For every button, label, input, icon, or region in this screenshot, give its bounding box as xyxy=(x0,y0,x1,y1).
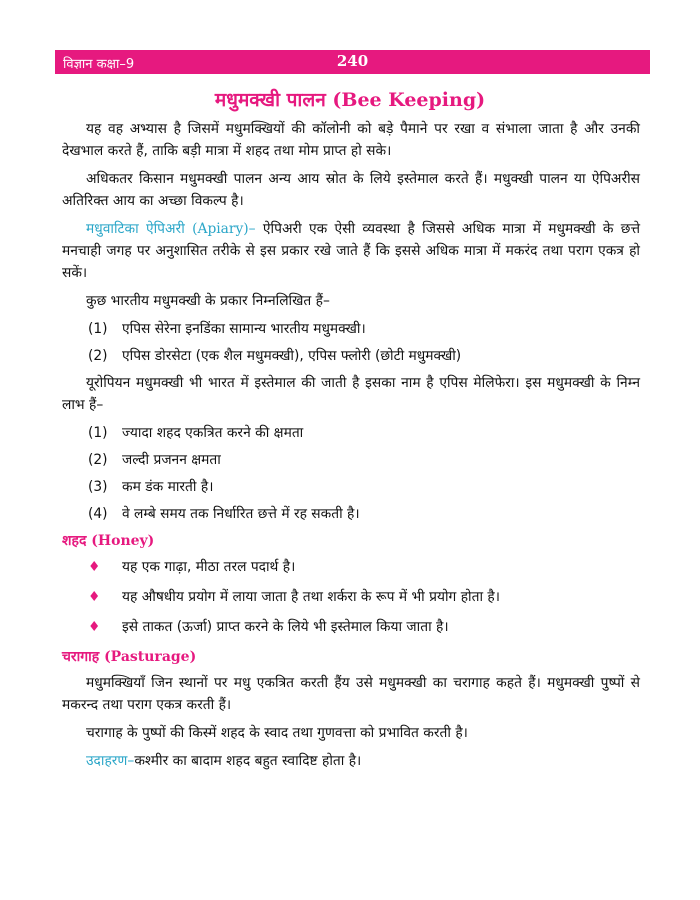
page-header xyxy=(55,50,650,74)
apiary-text: ऐपिअरी एक ऐसी व्यवस्था है जिससे अधिक मात्रा में मधुमक्खी के छत्ते मनचाही जगह पर अनुशासित तरीके से इस प्रकार रखे जाते हैं कि इससे अधिक मात्रा में मकरंद तथा पराग एकत्र हो सकें। xyxy=(62,221,640,281)
list-number: (2) xyxy=(88,452,108,468)
title-english: (Bee Keeping) xyxy=(332,89,486,111)
list-text: कम डंक मारती है। xyxy=(122,479,214,495)
example-text: कश्मीर का बादाम शहद बहुत स्वादिष्ट होता है। xyxy=(134,753,362,769)
title-hindi: मधुमक्खी पालन xyxy=(214,89,326,111)
list-item xyxy=(62,345,640,367)
list-item xyxy=(62,503,640,525)
diamond-bullet-icon: ♦ xyxy=(88,619,101,635)
list-item xyxy=(62,586,640,608)
honey-heading-hindi: शहद xyxy=(62,533,87,549)
apiary-term-english: (Apiary)– xyxy=(192,221,256,237)
european-benefits-list xyxy=(62,422,640,525)
european-paragraph: यूरोपियन मधुमक्खी भी भारत में इस्तेमाल की जाती है इसका नाम है एपिस मेलिफेरा। इस मधुमक्खी के निम्न लाभ हैं– xyxy=(62,375,640,413)
diamond-bullet-icon: ♦ xyxy=(88,559,101,575)
example-paragraph xyxy=(62,750,640,772)
page-content xyxy=(62,118,640,778)
indian-types-heading: कुछ भारतीय मधुमक्खी के प्रकार निम्नलिखित हैं– xyxy=(86,293,330,309)
list-item xyxy=(62,476,640,498)
list-number: (1) xyxy=(88,425,108,441)
honey-heading-english: (Honey) xyxy=(91,533,155,549)
list-item xyxy=(62,556,640,578)
intro-paragraph-1: यह वह अभ्यास है जिसमें मधुमक्खियों की कॉलोनी को बड़े पैमाने पर रखा व संभाला जाता है और उनकी देखभाल करते हैं, ताकि बड़ी मात्रा में शहद तथा मोम प्राप्त हो सके। xyxy=(62,121,640,159)
pasturage-heading-english: (Pasturage) xyxy=(104,649,197,665)
list-text: यह औषधीय प्रयोग में लाया जाता है तथा शर्करा के रूप में भी प्रयोग होता है। xyxy=(122,589,500,605)
intro-paragraph-2: अधिकतर किसान मधुमक्खी पालन अन्य आय स्रोत के लिये इस्तेमाल करते हैं। मधुक्खी पालन या ऐपिअरीस अतिरिक्त आय का अच्छा विकल्प है। xyxy=(62,171,640,209)
list-number: (4) xyxy=(88,506,108,522)
list-text: इसे ताकत (ऊर्जा) प्राप्त करने के लिये भी इस्तेमाल किया जाता है। xyxy=(122,619,449,635)
list-item xyxy=(62,318,640,340)
list-text: एपिस डोरसेटा (एक शैल मधुमक्खी), एपिस फ्लोरी (छोटी मधुमक्खी) xyxy=(122,348,462,364)
list-text: वे लम्बे समय तक निर्धारित छत्ते में रह सकती है। xyxy=(122,506,360,522)
pasturage-heading xyxy=(62,646,640,668)
honey-heading xyxy=(62,530,640,552)
pasturage-heading-hindi: चरागाह xyxy=(62,649,100,665)
list-item xyxy=(62,616,640,638)
list-text: जल्दी प्रजनन क्षमता xyxy=(122,452,221,468)
book-class-label: विज्ञान कक्षा–9 xyxy=(63,57,135,72)
apiary-term xyxy=(86,221,256,237)
example-label: उदाहरण– xyxy=(86,753,135,769)
pasturage-paragraph-1: मधुमक्खियाँ जिन स्थानों पर मधु एकत्रित करती हैंय उसे मधुमक्खी का चरागाह कहते हैं। मधुमक्खी पुष्पों से मकरन्द तथा पराग एकत्र करती हैं। xyxy=(62,675,640,713)
list-number: (3) xyxy=(88,479,108,495)
page-number: 240 xyxy=(336,52,369,70)
pasturage-paragraph-2: चरागाह के पुष्पों की किस्में शहद के स्वाद तथा गुणवत्ता को प्रभावित करती है। xyxy=(86,725,468,741)
apiary-paragraph xyxy=(62,218,640,284)
list-item xyxy=(62,449,640,471)
list-number: (1) xyxy=(88,321,108,337)
page-title xyxy=(0,86,700,112)
list-item xyxy=(62,422,640,444)
diamond-bullet-icon: ♦ xyxy=(88,589,101,605)
list-text: यह एक गाढ़ा, मीठा तरल पदार्थ है। xyxy=(122,559,296,575)
indian-types-list xyxy=(62,318,640,367)
honey-list xyxy=(62,556,640,638)
apiary-term-hindi: मधुवाटिका ऐपिअरी xyxy=(86,221,185,237)
list-text: एपिस सेरेना इनडिंका सामान्य भारतीय मधुमक्खी। xyxy=(122,321,366,337)
list-number: (2) xyxy=(88,348,108,364)
list-text: ज्यादा शहद एकत्रित करने की क्षमता xyxy=(122,425,304,441)
